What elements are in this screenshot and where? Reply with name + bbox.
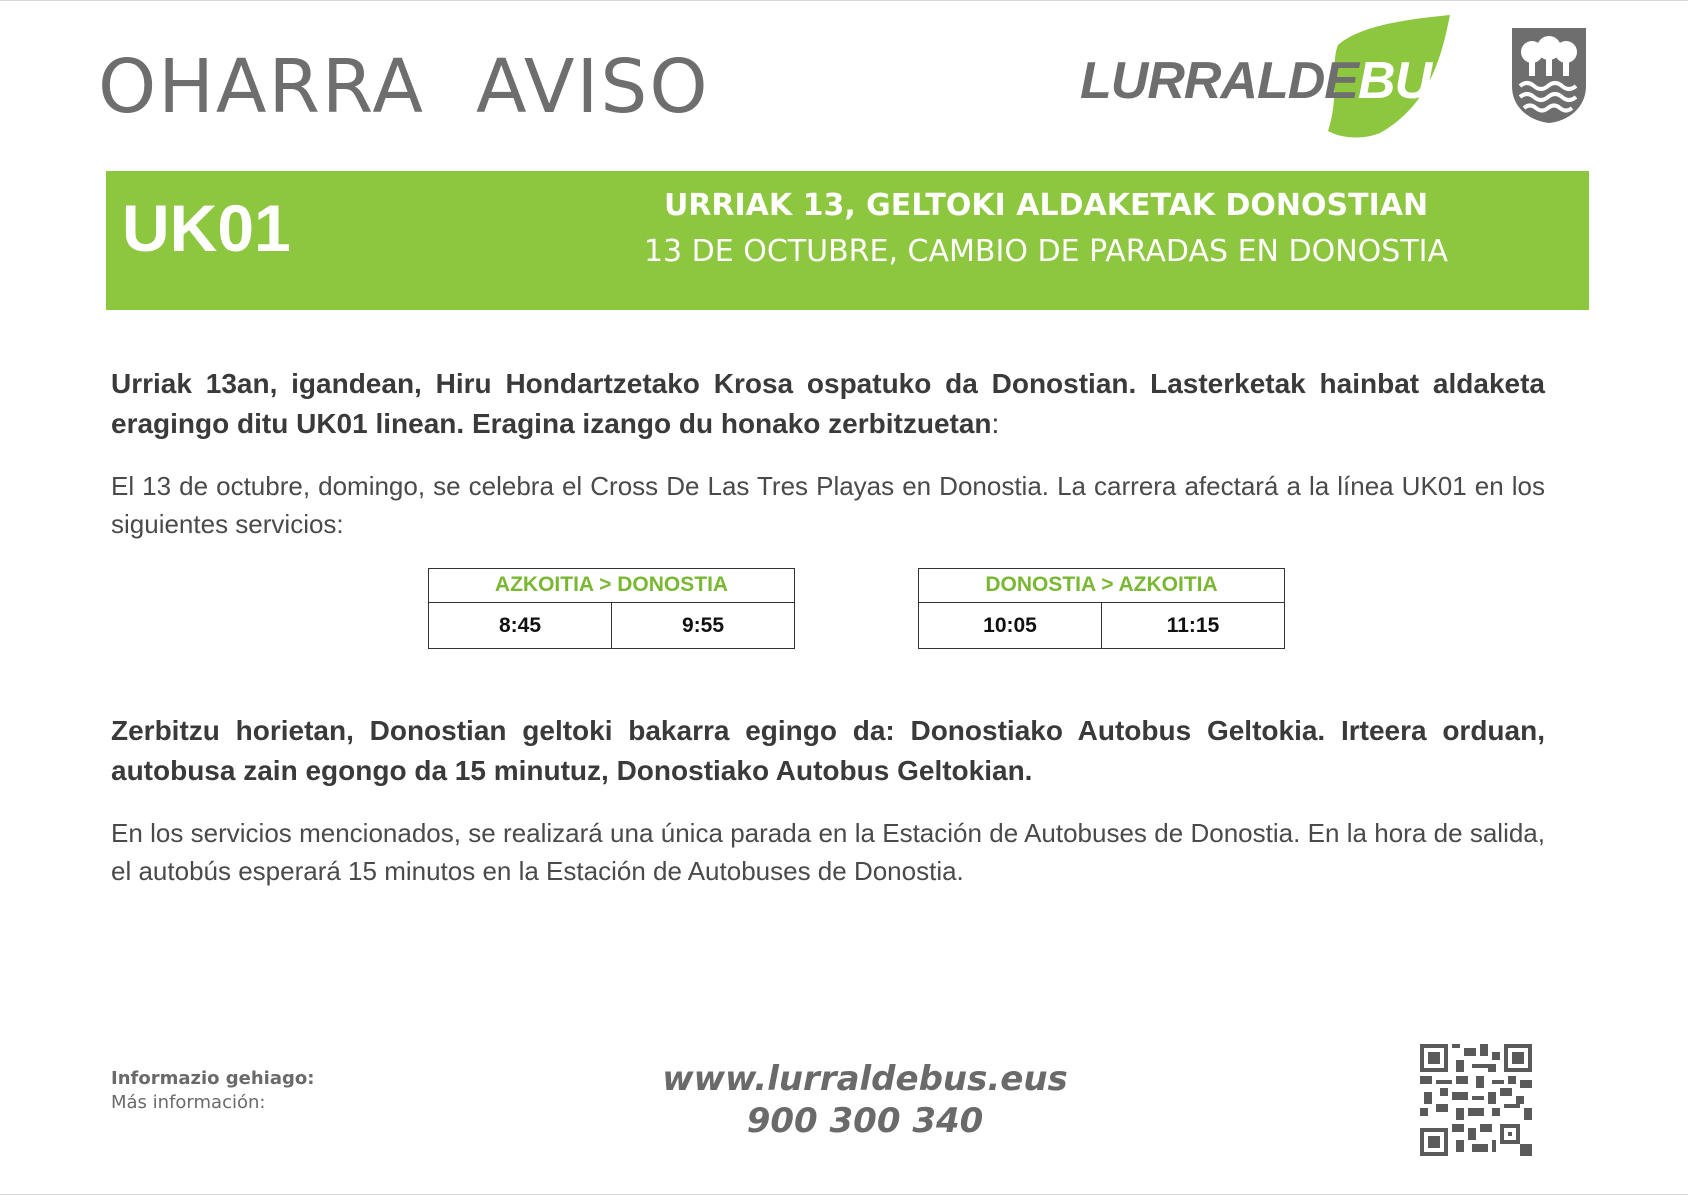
line-banner <box>106 171 1589 310</box>
intro-suffix: : <box>991 408 1000 439</box>
table-header: DONOSTIA > AZKOITIA <box>919 569 1284 603</box>
table-cell: 9:55 <box>611 603 794 648</box>
phone-number[interactable]: 900 300 340 <box>746 1101 984 1141</box>
banner-heading-es: 13 DE OCTUBRE, CAMBIO DE PARADAS EN DONOSTIA <box>643 234 1449 269</box>
lurraldebus-logo <box>1080 15 1465 140</box>
more-info-eu: Informazio gehiago: <box>111 1068 315 1089</box>
table-row <box>429 603 794 648</box>
table-cell: 11:15 <box>1101 603 1284 648</box>
logo-text-main: LURRALDE <box>1080 52 1358 110</box>
note-paragraph-es: En los servicios mencionados, se realizará una única parada en la Estación de Autobuses de Donostia. En la hora de salida, el autobús esperará 15 minutos en la Estación de Autobuses de Donostia. <box>111 818 1545 886</box>
logo-text <box>1080 52 1465 110</box>
schedule-table <box>918 568 1285 649</box>
intro-paragraph-eu <box>111 364 1545 444</box>
table-header: AZKOITIA > DONOSTIA <box>429 569 794 603</box>
schedule-table <box>428 568 795 649</box>
logo-text-accent: BUS <box>1357 52 1465 110</box>
top-border <box>0 0 1688 1</box>
line-code: UK01 <box>122 191 291 265</box>
table-cell: 10:05 <box>983 614 1037 637</box>
contact-info <box>620 1058 1110 1142</box>
qr-code-icon[interactable] <box>1420 1044 1532 1156</box>
table-cell: 8:45 <box>498 614 542 637</box>
intro-paragraph-es: El 13 de octubre, domingo, se celebra el Cross De Las Tres Playas en Donostia. La carrera afectará a la línea UK01 en los siguientes servicios: <box>111 471 1545 539</box>
table-row <box>919 603 1284 648</box>
gipuzkoa-shield-icon <box>1510 26 1588 124</box>
more-info-es: Más información: <box>111 1092 266 1113</box>
website-link[interactable]: www.lurraldebus.eus <box>662 1059 1068 1099</box>
note-paragraph-eu: Zerbitzu horietan, Donostian geltoki bakarra egingo da: Donostiako Autobus Geltokia. Irteera orduan, autobusa zain egongo da 15 minutuz, Donostiako Autobus Geltokian. <box>111 715 1545 786</box>
banner-heading-eu: URRIAK 13, GELTOKI ALDAKETAK DONOSTIAN <box>663 188 1429 223</box>
page-title: OHARRA AVISO <box>98 44 710 130</box>
intro-text-eu: Urriak 13an, igandean, Hiru Hondartzetako Krosa ospatuko da Donostian. Lasterketak hainbat aldaketa eragingo ditu UK01 linean. Eragina izango du honako zerbitzuetan <box>111 368 1545 439</box>
more-info-label <box>111 1067 314 1115</box>
